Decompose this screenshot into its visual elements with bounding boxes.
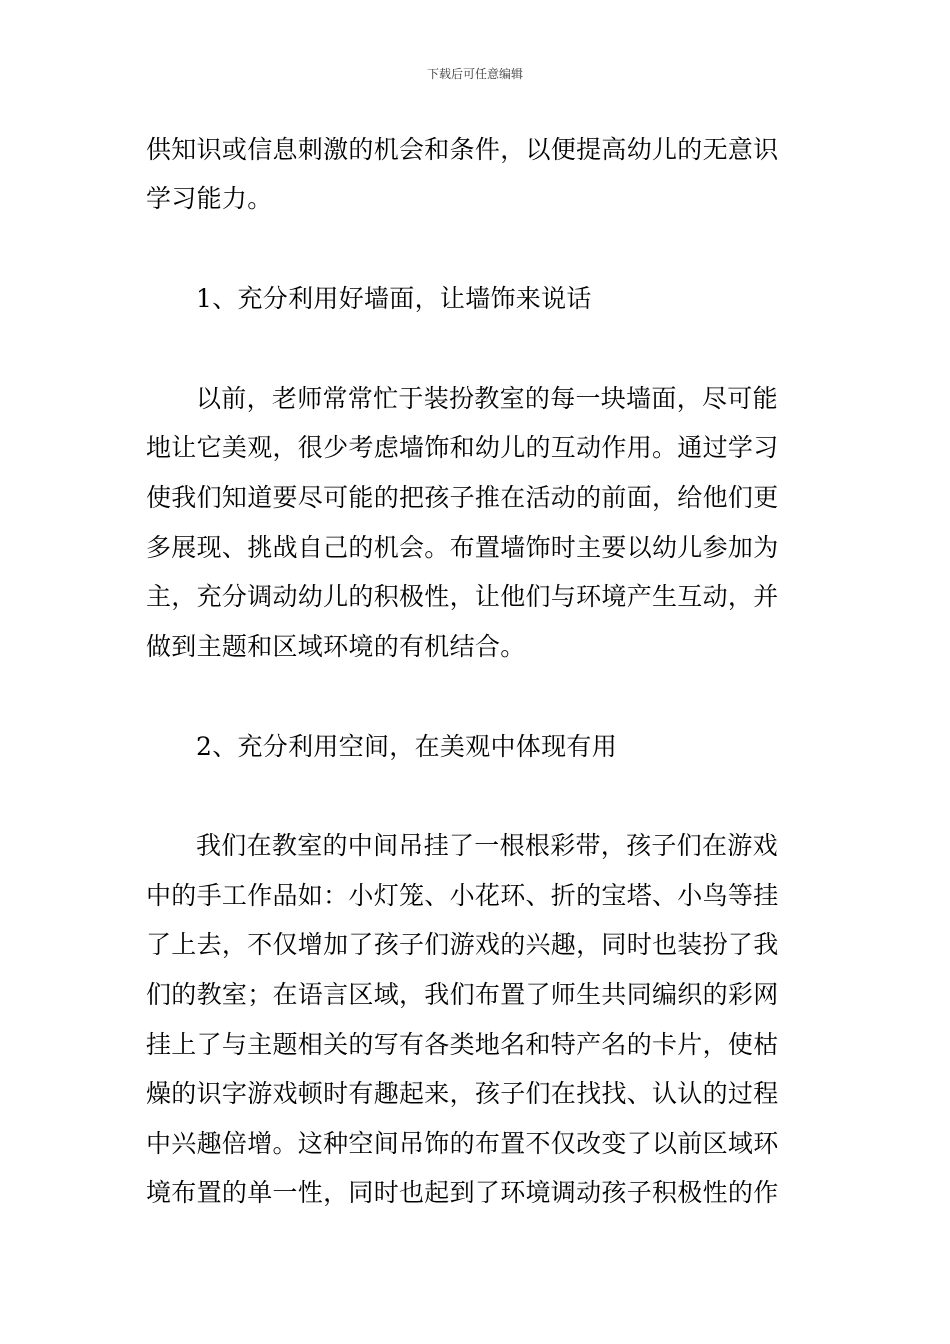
text-line: 了上去，不仅增加了孩子们游戏的兴趣，同时也装扮了我 xyxy=(146,930,779,959)
text-line: 做到主题和区域环境的有机结合。 xyxy=(146,632,526,661)
text-line: 使我们知道要尽可能的把孩子推在活动的前面，给他们更 xyxy=(146,483,779,512)
text-line: 地让它美观，很少考虑墙饰和幼儿的互动作用。通过学习 xyxy=(146,433,779,462)
page-header: 下载后可任意编辑 xyxy=(426,67,523,81)
text-line: 中兴趣倍增。这种空间吊饰的布置不仅改变了以前区域环 xyxy=(146,1129,779,1158)
text-line: 挂上了与主题相关的写有各类地名和特产名的卡片，使枯 xyxy=(146,1030,779,1059)
text-line: 们的教室；在语言区域，我们布置了师生共同编织的彩网 xyxy=(146,980,779,1009)
text-line: 多展现、挑战自己的机会。布置墙饰时主要以幼儿参加为 xyxy=(146,533,779,562)
text-line: 供知识或信息刺激的机会和条件，以便提高幼儿的无意识 xyxy=(146,135,779,164)
text-line: 境布置的单一性，同时也起到了环境调动孩子积极性的作 xyxy=(146,1178,779,1207)
text-line: 主，充分调动幼儿的积极性，让他们与环境产生互动，并 xyxy=(146,582,779,611)
text-line: 我们在教室的中间吊挂了一根根彩带，孩子们在游戏 xyxy=(196,831,778,860)
text-line: 以前，老师常常忙于装扮教室的每一块墙面，尽可能 xyxy=(196,384,778,413)
text-line: 中的手工作品如：小灯笼、小花环、折的宝塔、小鸟等挂 xyxy=(146,881,779,910)
text-line: 学习能力。 xyxy=(146,184,273,213)
section-heading: 1、充分利用好墙面，让墙饰来说话 xyxy=(196,284,592,313)
text-line: 燥的识字游戏顿时有趣起来，孩子们在找找、认认的过程 xyxy=(146,1079,779,1108)
section-heading: 2、充分利用空间，在美观中体现有用 xyxy=(196,732,618,761)
